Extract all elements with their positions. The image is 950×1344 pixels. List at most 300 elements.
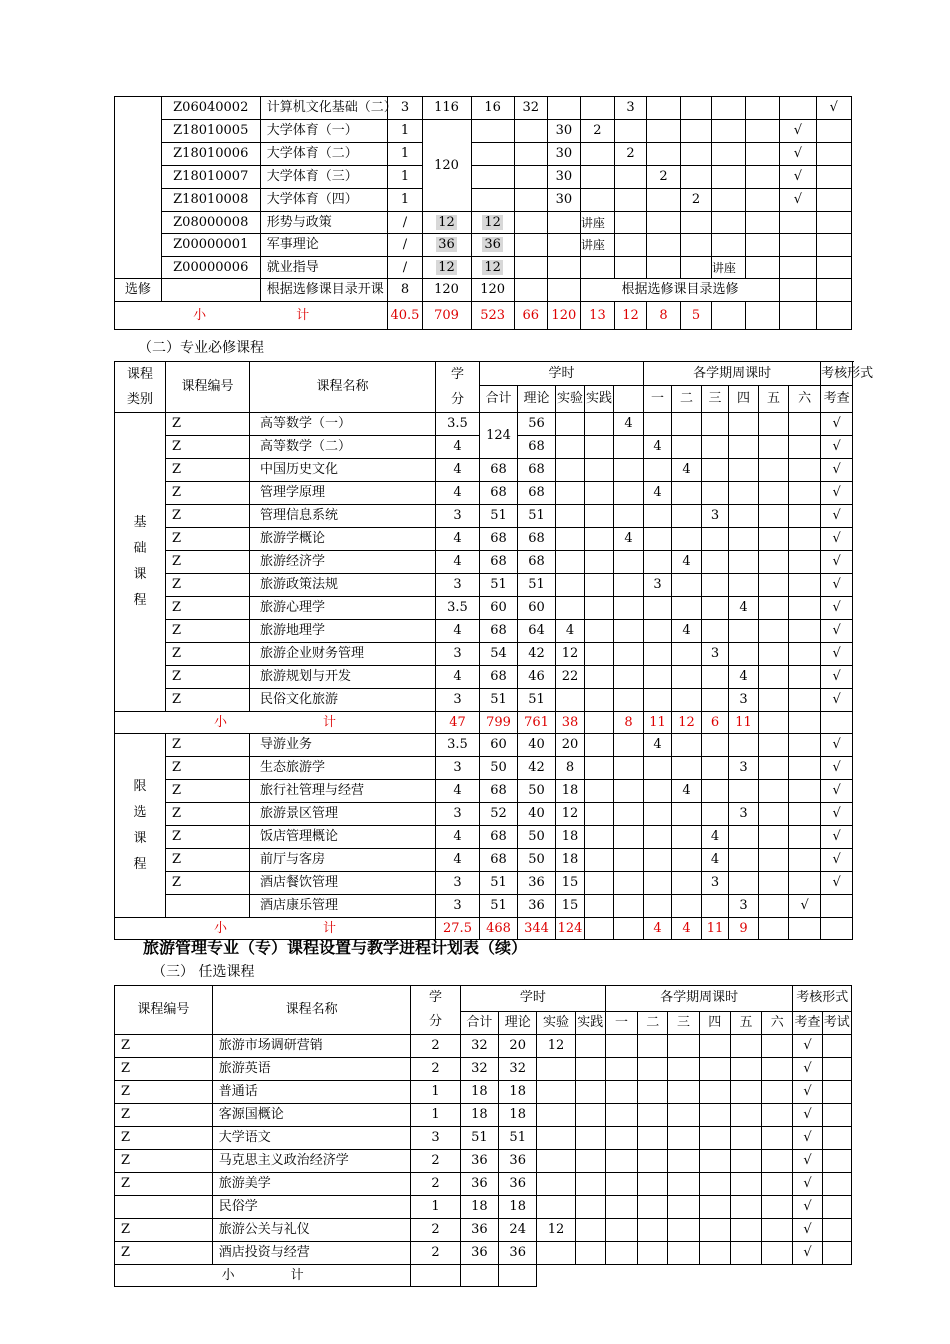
subtotal-label-b: 计 xyxy=(290,1267,304,1283)
weekly-hours-term-3 xyxy=(668,1173,699,1196)
course-code: Z xyxy=(166,482,250,505)
weekly-hours-term-1 xyxy=(580,257,614,279)
weekly-hours-term-4: 3 xyxy=(702,872,729,895)
subtotal-label xyxy=(115,302,388,330)
weekly-hours-term-6 xyxy=(759,757,789,780)
course-code: Z xyxy=(166,826,250,849)
weekly-hours-term-3 xyxy=(672,872,702,895)
course-code: Z18010006 xyxy=(161,143,260,166)
weekly-hours-term-3 xyxy=(672,597,702,620)
weekly-hours-term-4 xyxy=(699,1035,730,1058)
course-name: 马克思主义政治经济学 xyxy=(212,1150,411,1173)
assess-check xyxy=(789,574,821,597)
t3-header-check: 考查 xyxy=(793,1011,822,1034)
hours-total: 51 xyxy=(480,872,518,895)
subtotal-prac xyxy=(585,712,614,734)
weekly-hours-term-5 xyxy=(729,459,759,482)
hours-theory: 56 xyxy=(518,413,556,436)
assess-exam xyxy=(822,1127,851,1150)
weekly-hours-term-6 xyxy=(762,1173,793,1196)
course-name: 酒店康乐管理 xyxy=(250,895,436,918)
t3-header-term-5: 五 xyxy=(730,1011,761,1034)
weekly-hours-term-5 xyxy=(730,1150,761,1173)
assess-exam xyxy=(822,1081,851,1104)
weekly-hours-term-6 xyxy=(759,872,789,895)
weekly-hours-term-2 xyxy=(644,895,672,918)
weekly-hours-term-5 xyxy=(730,1104,761,1127)
table-row xyxy=(115,597,853,620)
hours-prac xyxy=(585,551,614,574)
weekly-hours-term-1 xyxy=(605,1104,637,1127)
table-row xyxy=(115,482,853,505)
hours-total: 51 xyxy=(480,574,518,597)
hours-exp xyxy=(537,1242,575,1265)
subtotal-label-a: 小 xyxy=(221,1267,235,1283)
table-row xyxy=(115,1150,852,1173)
hours-prac xyxy=(547,234,580,257)
hours-prac xyxy=(585,666,614,689)
hours-exp xyxy=(556,413,585,436)
table-row xyxy=(115,505,853,528)
hours-theory: 50 xyxy=(518,849,556,872)
assess-exam: √ xyxy=(821,597,853,620)
weekly-hours-term-2 xyxy=(644,597,672,620)
weekly-hours-term-1: 4 xyxy=(614,413,644,436)
assess-exam xyxy=(822,1196,851,1219)
table-row xyxy=(115,1081,852,1104)
credit: 3.5 xyxy=(436,413,480,436)
course-name: 旅游规划与开发 xyxy=(250,666,436,689)
credit: 2 xyxy=(411,1219,460,1242)
weekly-hours-term-4 xyxy=(699,1058,730,1081)
weekly-hours-term-6 xyxy=(762,1127,793,1150)
weekly-hours-term-4 xyxy=(681,120,712,143)
course-name: 计算机文化基础（二） xyxy=(260,97,388,120)
weekly-hours-term-2 xyxy=(638,1196,668,1219)
assess-check: √ xyxy=(793,1035,822,1058)
weekly-hours-term-4 xyxy=(681,143,712,166)
hours-theory: 60 xyxy=(518,597,556,620)
weekly-hours-term-4 xyxy=(681,257,712,279)
course-code: Z xyxy=(115,1058,213,1081)
hours-total: 68 xyxy=(480,528,518,551)
credit: 4 xyxy=(436,551,480,574)
hours-exp xyxy=(537,1173,575,1196)
table-row xyxy=(115,551,853,574)
course-code: Z xyxy=(115,1127,213,1150)
weekly-hours-term-2 xyxy=(638,1173,668,1196)
table-row xyxy=(115,1219,852,1242)
course-name: 酒店餐饮管理 xyxy=(250,872,436,895)
subtotal-term-1 xyxy=(614,918,644,940)
credit: 2 xyxy=(411,1173,460,1196)
course-code: Z xyxy=(115,1081,213,1104)
hours-prac xyxy=(575,1058,605,1081)
t3-header-hours: 学时 xyxy=(460,986,605,1012)
assess-exam xyxy=(816,120,851,143)
course-code xyxy=(161,279,260,302)
weekly-hours-term-1 xyxy=(614,551,644,574)
weekly-hours-term-3 xyxy=(646,212,680,234)
course-code: Z00000001 xyxy=(161,234,260,257)
page-title: 旅游管理专业（专）课程设置与教学进程计划表（续） xyxy=(143,938,528,957)
table-row xyxy=(115,712,853,734)
weekly-hours-term-5: 4 xyxy=(729,666,759,689)
hours-prac xyxy=(585,872,614,895)
subtotal-term-2: 4 xyxy=(644,918,672,940)
t3-header-total: 合计 xyxy=(460,1011,498,1034)
assess-exam xyxy=(816,143,851,166)
hours-total: 120 xyxy=(422,279,471,302)
assess-check xyxy=(789,826,821,849)
header-term-3: 三 xyxy=(702,386,729,413)
hours-theory: 40 xyxy=(518,734,556,757)
weekly-hours-term-4: 3 xyxy=(702,643,729,666)
assess-exam xyxy=(822,1150,851,1173)
assess-exam: √ xyxy=(821,734,853,757)
weekly-hours-term-1 xyxy=(580,166,614,189)
hours-total: 51 xyxy=(480,689,518,712)
weekly-hours-term-4 xyxy=(699,1242,730,1265)
hours-theory: 36 xyxy=(499,1150,537,1173)
weekly-hours-term-3 xyxy=(668,1035,699,1058)
weekly-hours-term-2 xyxy=(644,826,672,849)
subtotal-label xyxy=(115,1265,411,1287)
course-code: Z xyxy=(166,597,250,620)
course-code: Z xyxy=(166,459,250,482)
t3-header-weekly: 各学期周课时 xyxy=(605,986,793,1012)
hours-theory: 32 xyxy=(499,1058,537,1081)
hours-theory: 42 xyxy=(518,643,556,666)
assess-check xyxy=(780,257,816,279)
subtotal-term-1: 8 xyxy=(614,712,644,734)
weekly-hours-term-3 xyxy=(672,666,702,689)
course-name: 高等数学（二） xyxy=(250,436,436,459)
weekly-hours-term-5 xyxy=(730,1196,761,1219)
hours-exp xyxy=(514,143,547,166)
assess-check xyxy=(780,234,816,257)
weekly-hours-term-4 xyxy=(681,166,712,189)
hours-prac xyxy=(585,574,614,597)
weekly-hours-term-1 xyxy=(605,1242,637,1265)
weekly-hours-term-2 xyxy=(638,1150,668,1173)
course-name: 前厅与客房 xyxy=(250,849,436,872)
hours-prac xyxy=(585,597,614,620)
hours-exp: 8 xyxy=(556,757,585,780)
subtotal-term-3: 12 xyxy=(672,712,702,734)
weekly-hours-term-5 xyxy=(711,212,745,234)
table-row xyxy=(115,757,853,780)
weekly-hours-term-4 xyxy=(681,97,712,120)
hours-exp: 18 xyxy=(556,849,585,872)
t3-header-exam: 考试 xyxy=(822,1011,851,1034)
subtotal-credit xyxy=(411,1265,460,1287)
hours-total: 36 xyxy=(460,1150,498,1173)
category-elective: 选修 xyxy=(115,279,162,302)
hours-theory: 68 xyxy=(518,528,556,551)
category-char: 课 xyxy=(133,830,147,846)
hours-prac: 30 xyxy=(547,143,580,166)
hours-total: 68 xyxy=(480,459,518,482)
weekly-hours-term-4 xyxy=(702,689,729,712)
course-name: 旅游政策法规 xyxy=(250,574,436,597)
table-row xyxy=(115,459,853,482)
weekly-hours-term-1: 讲座 xyxy=(580,212,614,234)
t3-header-term-3: 三 xyxy=(668,1011,699,1034)
credit: 3 xyxy=(436,757,480,780)
weekly-hours-term-2: 4 xyxy=(644,482,672,505)
hours-prac xyxy=(585,689,614,712)
table-row xyxy=(115,689,853,712)
subtotal-total: 709 xyxy=(422,302,471,330)
weekly-hours-term-2 xyxy=(638,1081,668,1104)
course-code: Z xyxy=(166,528,250,551)
weekly-hours-term-2: 4 xyxy=(644,436,672,459)
assess-check: √ xyxy=(780,166,816,189)
weekly-hours-term-4 xyxy=(702,413,729,436)
weekly-hours-term-2 xyxy=(644,666,672,689)
credit: 1 xyxy=(388,143,422,166)
weekly-hours-term-4 xyxy=(702,734,729,757)
weekly-hours-term-3: 4 xyxy=(672,780,702,803)
assess-check xyxy=(789,436,821,459)
hours-total: 51 xyxy=(480,505,518,528)
course-code: Z xyxy=(166,643,250,666)
weekly-hours-term-6 xyxy=(762,1104,793,1127)
course-name: 根据选修课目录开课 xyxy=(260,279,388,302)
weekly-hours-term-6 xyxy=(746,166,780,189)
table-row xyxy=(115,849,853,872)
hours-total: 36 xyxy=(460,1173,498,1196)
weekly-hours-term-6 xyxy=(746,143,780,166)
assess-exam xyxy=(821,918,853,940)
table-row xyxy=(115,826,853,849)
course-name: 大学体育（三） xyxy=(260,166,388,189)
hours-total: 68 xyxy=(480,826,518,849)
weekly-hours-term-5: 3 xyxy=(729,689,759,712)
weekly-hours-term-2 xyxy=(615,120,647,143)
hours-theory: 68 xyxy=(518,482,556,505)
hours-exp xyxy=(556,459,585,482)
hours-prac xyxy=(575,1242,605,1265)
hours-prac xyxy=(575,1173,605,1196)
weekly-hours-term-5 xyxy=(729,643,759,666)
header-term-2: 二 xyxy=(672,386,702,413)
hours-exp xyxy=(537,1196,575,1219)
subtotal-exp: 124 xyxy=(556,918,585,940)
course-code xyxy=(166,895,250,918)
hours-exp xyxy=(556,482,585,505)
course-name: 大学语文 xyxy=(212,1127,411,1150)
course-name: 大学体育（一） xyxy=(260,120,388,143)
subtotal-term-2: 11 xyxy=(644,712,672,734)
weekly-hours-term-3: 4 xyxy=(672,459,702,482)
course-code: Z xyxy=(166,413,250,436)
table-row xyxy=(115,257,852,279)
hours-exp xyxy=(537,1104,575,1127)
hours-total: 54 xyxy=(480,643,518,666)
hours-total: 52 xyxy=(480,803,518,826)
hours-prac xyxy=(575,1081,605,1104)
weekly-hours-term-1 xyxy=(614,620,644,643)
weekly-hours-term-5 xyxy=(711,234,745,257)
weekly-hours-term-5 xyxy=(711,143,745,166)
course-code: Z18010007 xyxy=(161,166,260,189)
table-row xyxy=(115,666,853,689)
credit: 3.5 xyxy=(436,734,480,757)
credit: 3 xyxy=(436,872,480,895)
subtotal-prac xyxy=(585,918,614,940)
assess-exam: √ xyxy=(816,97,851,120)
assess-check xyxy=(789,757,821,780)
table-row xyxy=(115,413,853,436)
credit: 1 xyxy=(411,1081,460,1104)
weekly-hours-term-6 xyxy=(759,459,789,482)
weekly-hours-term-2 xyxy=(638,1127,668,1150)
weekly-hours-term-3 xyxy=(646,257,680,279)
weekly-hours-term-1 xyxy=(614,803,644,826)
weekly-hours-term-1 xyxy=(580,189,614,212)
hours-theory xyxy=(471,143,514,166)
hours-theory: 51 xyxy=(518,574,556,597)
credit: 4 xyxy=(436,459,480,482)
hours-total: 116 xyxy=(422,97,471,120)
hours-theory: 18 xyxy=(499,1104,537,1127)
hours-theory: 36 xyxy=(499,1242,537,1265)
weekly-hours-term-2: 2 xyxy=(615,143,647,166)
weekly-hours-term-3 xyxy=(646,143,680,166)
assess-exam xyxy=(822,1104,851,1127)
course-name: 大学体育（四） xyxy=(260,189,388,212)
hours-prac: 30 xyxy=(547,189,580,212)
table-row xyxy=(115,643,853,666)
weekly-hours-term-6 xyxy=(762,1219,793,1242)
course-code: Z08000008 xyxy=(161,212,260,234)
subtotal-total: 799 xyxy=(480,712,518,734)
t3-header-name: 课程名称 xyxy=(212,986,411,1035)
weekly-hours-term-2 xyxy=(644,872,672,895)
hours-total: 51 xyxy=(460,1127,498,1150)
course-code: Z xyxy=(115,1173,213,1196)
credit: / xyxy=(388,212,422,234)
weekly-hours-term-4 xyxy=(699,1196,730,1219)
hours-exp xyxy=(514,279,547,302)
table-row xyxy=(115,574,853,597)
hours-exp: 20 xyxy=(556,734,585,757)
weekly-hours-term-1: 讲座 xyxy=(580,234,614,257)
table-row xyxy=(115,279,852,302)
hours-prac: 30 xyxy=(547,166,580,189)
weekly-hours-term-6 xyxy=(759,780,789,803)
assess-exam: √ xyxy=(821,666,853,689)
weekly-hours-term-4 xyxy=(702,803,729,826)
hours-total: 68 xyxy=(480,666,518,689)
header-exp: 实验 xyxy=(556,386,585,413)
hours-prac xyxy=(575,1035,605,1058)
hours-prac xyxy=(585,734,614,757)
hours-theory: 51 xyxy=(518,505,556,528)
hours-theory: 46 xyxy=(518,666,556,689)
weekly-hours-term-3 xyxy=(668,1127,699,1150)
hours-exp xyxy=(556,528,585,551)
weekly-hours-term-6 xyxy=(762,1196,793,1219)
hours-total: 18 xyxy=(460,1104,498,1127)
subtotal-blank xyxy=(537,1265,852,1287)
course-code: Z xyxy=(166,551,250,574)
table-row xyxy=(115,189,852,212)
weekly-hours-term-4 xyxy=(699,1081,730,1104)
hours-theory: 18 xyxy=(499,1196,537,1219)
course-name: 管理学原理 xyxy=(250,482,436,505)
assess-exam: √ xyxy=(821,826,853,849)
subtotal-credit: 47 xyxy=(436,712,480,734)
assess-exam: √ xyxy=(821,528,853,551)
weekly-hours-term-3 xyxy=(672,505,702,528)
weekly-hours-term-6 xyxy=(746,257,780,279)
assess-check: √ xyxy=(793,1196,822,1219)
assess-check xyxy=(789,849,821,872)
weekly-hours-term-5 xyxy=(730,1127,761,1150)
elective-note: 根据选修课目录选修 xyxy=(580,279,779,302)
weekly-hours-term-6 xyxy=(759,574,789,597)
hours-theory: 51 xyxy=(518,689,556,712)
weekly-hours-term-5 xyxy=(729,826,759,849)
weekly-hours-term-1 xyxy=(614,895,644,918)
weekly-hours-term-2 xyxy=(644,803,672,826)
hours-exp: 15 xyxy=(556,895,585,918)
weekly-hours-term-4 xyxy=(702,528,729,551)
weekly-hours-term-2 xyxy=(615,189,647,212)
weekly-hours-term-6 xyxy=(759,620,789,643)
credit: 3 xyxy=(436,895,480,918)
hours-exp: 18 xyxy=(556,780,585,803)
weekly-hours-term-1 xyxy=(580,97,614,120)
weekly-hours-term-6 xyxy=(746,97,780,120)
assess-check: √ xyxy=(793,1104,822,1127)
hours-theory: 24 xyxy=(499,1219,537,1242)
hours-exp: 12 xyxy=(537,1219,575,1242)
weekly-hours-term-2 xyxy=(638,1058,668,1081)
hours-exp: 22 xyxy=(556,666,585,689)
hours-theory: 36 xyxy=(518,872,556,895)
weekly-hours-term-3 xyxy=(646,234,680,257)
table-row xyxy=(115,1058,852,1081)
hours-total: 68 xyxy=(480,849,518,872)
course-name: 旅游公关与礼仪 xyxy=(212,1219,411,1242)
weekly-hours-term-5 xyxy=(729,620,759,643)
course-code: Z xyxy=(166,757,250,780)
assess-check: √ xyxy=(793,1081,822,1104)
section2-title: （二）专业必修课程 xyxy=(138,340,264,356)
course-code: Z06040002 xyxy=(161,97,260,120)
hours-total: 120 xyxy=(422,120,471,212)
hours-theory: 68 xyxy=(518,436,556,459)
weekly-hours-term-4 xyxy=(699,1104,730,1127)
hours-exp: 12 xyxy=(556,803,585,826)
hours-theory: 16 xyxy=(471,97,514,120)
weekly-hours-term-3 xyxy=(672,436,702,459)
weekly-hours-term-1 xyxy=(614,689,644,712)
assess-check: √ xyxy=(793,1058,822,1081)
hours-prac xyxy=(575,1219,605,1242)
credit: 8 xyxy=(388,279,422,302)
table-row xyxy=(115,780,853,803)
table-row xyxy=(115,1173,852,1196)
weekly-hours-term-1: 4 xyxy=(614,528,644,551)
assess-exam xyxy=(816,166,851,189)
weekly-hours-term-2: 4 xyxy=(644,734,672,757)
weekly-hours-term-6 xyxy=(759,413,789,436)
